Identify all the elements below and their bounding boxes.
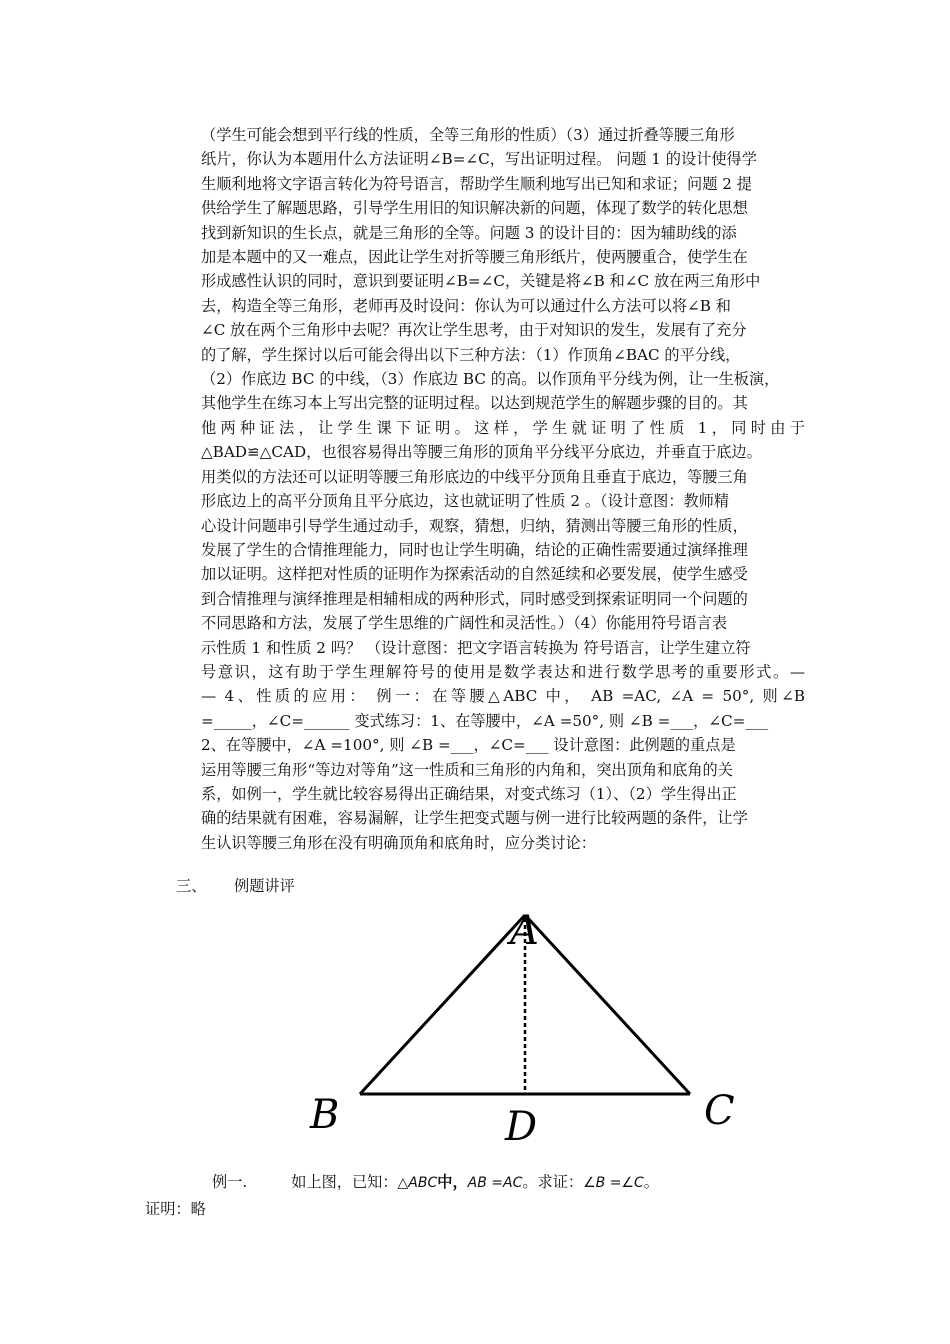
example-mid: 。求证：	[522, 1173, 584, 1191]
example-label: 例一.	[212, 1173, 248, 1191]
body-line: 示性质 1 和性质 2 吗？ （设计意图：把文字语言转换为 符号语言，让学生建立符	[201, 638, 751, 657]
section-number: 三、	[176, 877, 207, 895]
section-title: 例题讲评	[234, 877, 295, 895]
body-line: 的了解，学生探讨以后可能会得出以下三种方法：（1）作顶角∠BAC 的平分线，	[201, 345, 741, 364]
section-heading	[176, 874, 295, 898]
example-text: 如上图，已知：	[291, 1173, 398, 1191]
body-line: 运用等腰三角形“等边对等角”这一性质和三角形的内角和，突出顶角和底角的关	[201, 760, 733, 779]
body-line: 纸片，你认为本题用什么方法证明∠B=∠C，写出证明过程。 问题 1 的设计使得学	[201, 150, 757, 169]
body-line: 供给学生了解题思路，引导学生用旧的知识解决新的问题，体现了数学的转化思想	[201, 199, 748, 218]
body-line: 去，构造全等三角形，老师再及时设问：你认为可以通过什么方法可以将∠B 和	[201, 296, 731, 315]
point-label-d: D	[505, 1104, 538, 1150]
body-line: 不同思路和方法，发展了学生思维的广阔性和灵活性。）（4）你能用符号语言表	[201, 614, 728, 633]
proof-line: 证明：略	[145, 1200, 206, 1218]
body-paragraph	[201, 123, 805, 855]
body-line: ∠C 放在两个三角形中去呢？再次让学生思考，由于对知识的发生，发展有了充分	[201, 321, 747, 340]
vertex-label-a: A	[510, 908, 539, 954]
body-line: =_____，∠C=______ 变式练习：1、在等腰中，∠A =50°, 则 ∠B =___，∠C=___	[201, 711, 769, 730]
example-goal: ∠B =∠C	[583, 1175, 644, 1191]
body-line: 确的结果就有困难，容易漏解，让学生把变式题与例一进行比较两题的条件，让学	[201, 809, 748, 828]
body-line: 加以证明。这样把对性质的证明作为探索活动的自然延续和必要发展，使学生感受	[201, 565, 748, 584]
side-ab	[360, 915, 525, 1094]
body-line: 系，如例一，学生就比较容易得出正确结果，对变式练习（1）、（2）学生得出正	[201, 784, 737, 803]
body-line: — 4、性质的应用： 例一：在等腰△ABC 中， AB =AC, ∠A = 50°, 则∠B	[201, 687, 805, 706]
example-condition: AB =AC	[467, 1175, 523, 1191]
vertex-label-b: B	[310, 1092, 340, 1138]
example-triangle: △ABC	[397, 1175, 438, 1191]
body-line: 他两种证法，让学生课下证明。这样，学生就证明了性质 1，同时由于	[201, 418, 805, 437]
body-line: 2、在等腰中，∠A =100°, 则 ∠B =___，∠C=___ 设计意图：此例题的重点是	[201, 736, 736, 755]
body-line: 形底边上的高平分顶角且平分底边，这也就证明了性质 2 。（设计意图：教师精	[201, 492, 730, 511]
body-line: 其他学生在练习本上写出完整的证明过程。以达到规范学生的解题步骤的目的。其	[201, 394, 748, 413]
side-ac	[525, 915, 690, 1094]
triangle-figure	[300, 900, 780, 1164]
body-line: 加是本题中的又一难点，因此让学生对折等腰三角形纸片，使两腰重合，使学生在	[201, 248, 748, 267]
example-end: 。	[643, 1173, 659, 1191]
vertex-label-c: C	[704, 1088, 735, 1134]
body-line: 形成感性认识的同时，意识到要证明∠B=∠C，关键是将∠B 和∠C 放在两三角形中	[201, 272, 761, 291]
body-line: 号意识，这有助于学生理解符号的使用是数学表达和进行数学思考的重要形式。—	[201, 662, 805, 681]
body-line: 生认识等腰三角形在没有明确顶角和底角时，应分类讨论：	[201, 833, 596, 852]
example-caption	[212, 1170, 659, 1195]
body-line: 发展了学生的合情推理能力，同时也让学生明确，结论的正确性需要通过演绎推理	[201, 540, 748, 559]
body-line: 找到新知识的生长点，就是三角形的全等。问题 3 的设计目的：因为辅助线的添	[201, 223, 737, 242]
body-line: 生顺利地将文字语言转化为符号语言，帮助学生顺利地写出已知和求证；问题 2 提	[201, 174, 752, 193]
triangle-diagram	[300, 900, 780, 1160]
body-line: 用类似的方法还可以证明等腰三角形底边的中线平分顶角且垂直于底边，等腰三角	[201, 467, 748, 486]
body-line: 心设计问题串引导学生通过动手，观察，猜想，归纳，猜测出等腰三角形的性质，	[201, 516, 748, 535]
body-line: 到合情推理与演绎推理是相辅相成的两种形式，同时感受到探索证明同一个问题的	[201, 589, 748, 608]
body-line: （2）作底边 BC 的中线，（3）作底边 BC 的高。以作顶角平分线为例，让一生板演，	[201, 370, 780, 389]
example-zhong: 中，	[437, 1173, 468, 1191]
body-line: （学生可能会想到平行线的性质，全等三角形的性质）（3）通过折叠等腰三角形	[201, 126, 735, 144]
body-line: △BAD≌△CAD，也很容易得出等腰三角形的顶角平分线平分底边，并垂直于底边。	[201, 443, 762, 462]
